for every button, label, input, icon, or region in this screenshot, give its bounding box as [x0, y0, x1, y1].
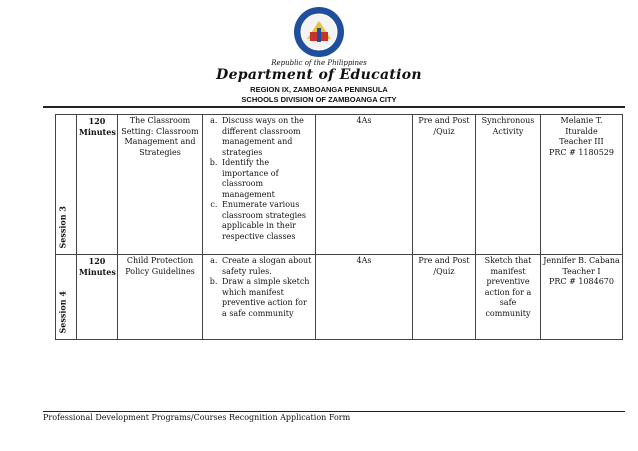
division-label: SCHOOLS DIVISION OF ZAMBOANGA CITY — [241, 95, 397, 104]
activities-cell — [203, 255, 316, 340]
rp-name: Jennifer B. Cabana — [543, 256, 620, 265]
activities-list — [205, 116, 313, 242]
duration-value: 120 — [88, 256, 106, 266]
list-item: c. Enumerate various classroom strategies applicable in their respective classes — [220, 200, 313, 242]
session-cell — [56, 255, 77, 340]
methodology-cell: 4As — [316, 255, 413, 340]
activities-list — [205, 256, 313, 319]
duration-cell — [77, 255, 118, 340]
session-title: The Classroom Setting: Classroom Management and Strategies — [118, 115, 203, 255]
republic-label: Republic of the Philippines — [271, 59, 367, 67]
duration-value: 120 — [88, 116, 106, 126]
session-label: Session 3 — [57, 205, 68, 248]
mode-cell: Sketch that manifest preventive action for a safe community — [476, 255, 541, 340]
table-row — [56, 115, 623, 255]
activities-cell — [203, 115, 316, 255]
department-title: Department of Education — [216, 67, 422, 83]
session-cell — [56, 115, 77, 255]
assessment-cell: Pre and Post /Quiz — [413, 115, 476, 255]
mode-cell: Synchronous Activity — [476, 115, 541, 255]
list-item: a. Create a slogan about safety rules. — [220, 256, 313, 277]
session-label: Session 4 — [57, 290, 68, 333]
header-divider — [43, 106, 625, 108]
rp-position: Teacher I — [562, 266, 601, 276]
region-label: REGION IX, ZAMBOANGA PENINSULA — [250, 85, 388, 94]
duration-unit: Minutes — [79, 126, 116, 137]
resource-person-cell — [541, 115, 623, 255]
list-item: b. Identify the importance of classroom management — [220, 158, 313, 200]
list-item: a. Discuss ways on the different classroom management and strategies — [220, 116, 313, 158]
session-title: Child Protection Policy Guidelines — [118, 255, 203, 340]
rp-position: Teacher III — [559, 137, 604, 146]
assessment-cell: Pre and Post /Quiz — [413, 255, 476, 340]
methodology-cell: 4As — [316, 115, 413, 255]
footer-text: Professional Development Programs/Courses Recognition Application Form — [43, 413, 351, 422]
footer-divider — [43, 411, 625, 412]
duration-unit: Minutes — [79, 266, 116, 277]
rp-prc: PRC # 1084670 — [549, 277, 614, 286]
list-item: b. Draw a simple sketch which manifest preventive action for a safe community — [220, 277, 313, 319]
session-table — [55, 114, 623, 340]
deped-seal-logo — [293, 6, 345, 58]
rp-prc: PRC # 1180529 — [549, 147, 614, 157]
duration-cell — [77, 115, 118, 255]
table-row — [56, 255, 623, 340]
rp-name: Melanie T. Ituralde — [560, 116, 603, 136]
resource-person-cell — [541, 255, 623, 340]
